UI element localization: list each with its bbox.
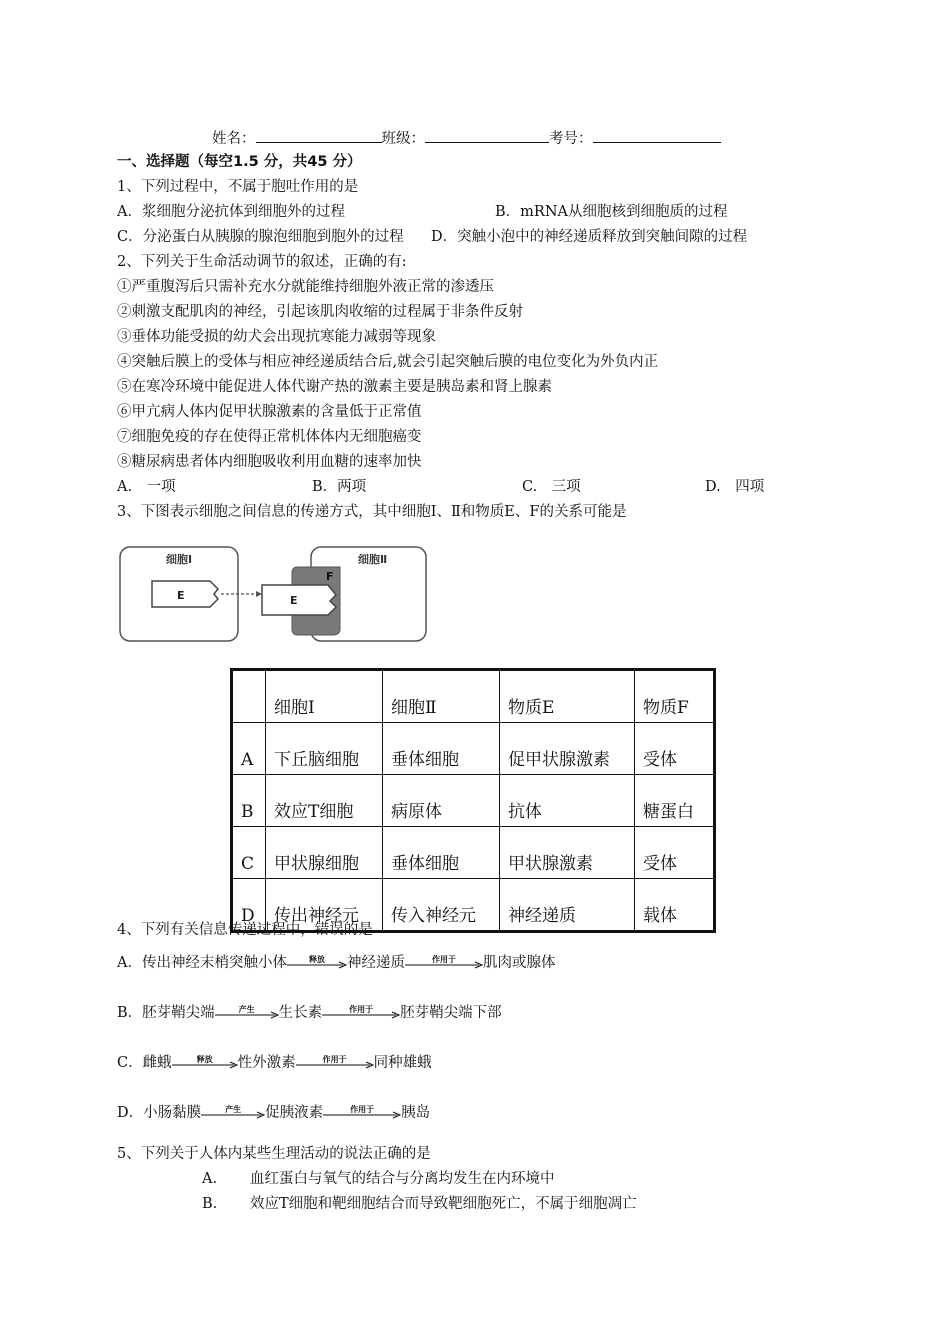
table-cell: B xyxy=(232,775,266,827)
table-cell: 载体 xyxy=(635,879,715,932)
table-header: 细胞Ⅰ xyxy=(266,670,383,723)
table-cell: 受体 xyxy=(635,723,715,775)
cell1-label: 细胞Ⅰ xyxy=(166,553,193,566)
flow-source: 传出神经末梢突触小体 xyxy=(141,955,287,971)
substance-e-source xyxy=(152,581,218,607)
name-blank[interactable] xyxy=(256,128,382,143)
arrow-icon: 作用于 xyxy=(322,1003,400,1023)
q2-item-2: ②刺激支配肌肉的神经，引起该肌肉收缩的过程属于非条件反射 xyxy=(117,304,523,320)
q2-item-8: ⑧糖尿病患者体内细胞吸收利用血糖的速率加快 xyxy=(117,454,422,470)
table-cell: 下丘脑细胞 xyxy=(266,723,383,775)
q4-option-b xyxy=(117,1003,502,1023)
flow-target: 肌肉或腺体 xyxy=(482,955,556,971)
q4-stem: 4、下列有关信息传递过程中，错误的是 xyxy=(117,922,373,938)
substance-e-bound xyxy=(262,585,336,615)
e-label-1: E xyxy=(177,589,185,602)
table-cell: 促甲状腺激素 xyxy=(500,723,635,775)
flow-middle: 性外激素 xyxy=(237,1055,296,1071)
e-label-2: E xyxy=(290,594,298,607)
q3-options-table xyxy=(230,668,716,933)
q2-option-a: A. 一项 xyxy=(117,479,176,495)
table-cell: 抗体 xyxy=(500,775,635,827)
flow-source: 小肠黏膜 xyxy=(143,1105,202,1121)
table-cell: D xyxy=(232,879,266,932)
table-cell: 传出神经元 xyxy=(266,879,383,932)
table-cell xyxy=(232,670,266,723)
q1-option-d: D．突触小泡中的神经递质释放到突触间隙的过程 xyxy=(431,229,748,245)
q2-item-1: ①严重腹泻后只需补充水分就能维持细胞外液正常的渗透压 xyxy=(117,279,494,295)
class-blank[interactable] xyxy=(425,128,549,143)
q3-stem: 3、下图表示细胞之间信息的传递方式，其中细胞Ⅰ、Ⅱ和物质E、F的关系可能是 xyxy=(117,504,627,520)
q5-stem: 5、下列关于人体内某些生理活动的说法正确的是 xyxy=(117,1146,431,1162)
number-blank[interactable] xyxy=(593,128,721,143)
f-label: F xyxy=(326,570,334,583)
q2-item-3: ③垂体功能受损的幼犬会出现抗寒能力减弱等现象 xyxy=(117,329,436,345)
arrow-icon: 释放 xyxy=(287,953,347,973)
q5-option-a-letter: A. xyxy=(202,1171,218,1187)
q4-option-c xyxy=(117,1053,432,1073)
flow-source: 胚芽鞘尖端 xyxy=(142,1005,215,1021)
q2-item-4: ④突触后膜上的受体与相应神经递质结合后,就会引起突触后膜的电位变化为外负内正 xyxy=(117,354,659,370)
flow-middle: 促胰液素 xyxy=(265,1105,324,1121)
q5-option-a: 血红蛋白与氧气的结合与分离均发生在内环境中 xyxy=(250,1171,555,1187)
number-label: 考号： xyxy=(549,131,593,147)
cell2-label: 细胞Ⅱ xyxy=(358,553,388,566)
option-letter: B． xyxy=(117,1005,143,1021)
table-row xyxy=(232,723,715,775)
q1-option-c: C．分泌蛋白从胰腺的腺泡细胞到胞外的过程 xyxy=(117,229,404,245)
table-header: 细胞Ⅱ xyxy=(383,670,500,723)
table-cell: 糖蛋白 xyxy=(635,775,715,827)
q5-option-b-letter: B. xyxy=(202,1196,218,1212)
flow-source: 雌蛾 xyxy=(142,1055,172,1071)
q1-stem: 1、下列过程中，不属于胞吐作用的是 xyxy=(117,179,359,195)
q5-option-b: 效应T细胞和靶细胞结合而导致靶细胞死亡，不属于细胞凋亡 xyxy=(250,1196,637,1212)
table-header: 物质F xyxy=(635,670,715,723)
table-cell: 病原体 xyxy=(383,775,500,827)
flow-middle: 神经递质 xyxy=(346,955,405,971)
arrow-icon: 释放 xyxy=(172,1053,238,1073)
q2-option-c: C. 三项 xyxy=(522,479,581,495)
table-cell: 垂体细胞 xyxy=(383,827,500,879)
table-cell: 受体 xyxy=(635,827,715,879)
arrow-icon: 作用于 xyxy=(405,953,483,973)
table-header-row xyxy=(232,670,715,723)
q2-option-d: D. 四项 xyxy=(705,479,765,495)
flow-target: 胰岛 xyxy=(401,1105,431,1121)
q2-stem: 2、下列关于生命活动调节的叙述，正确的有: xyxy=(117,254,407,270)
name-label: 姓名： xyxy=(212,131,256,147)
table-cell: 甲状腺激素 xyxy=(500,827,635,879)
table-cell: 甲状腺细胞 xyxy=(266,827,383,879)
student-info-header xyxy=(212,128,721,149)
table-cell: 神经递质 xyxy=(500,879,635,932)
table-cell: A xyxy=(232,723,266,775)
table-cell: 效应T细胞 xyxy=(266,775,383,827)
q4-option-a xyxy=(117,953,555,973)
table-cell: 垂体细胞 xyxy=(383,723,500,775)
option-letter: C． xyxy=(117,1055,143,1071)
q1-option-b: B．mRNA从细胞核到细胞质的过程 xyxy=(495,204,728,220)
q2-item-6: ⑥甲亢病人体内促甲状腺激素的含量低于正常值 xyxy=(117,404,422,420)
table-row xyxy=(232,775,715,827)
q4-option-d xyxy=(117,1103,430,1123)
q2-item-5: ⑤在寒冷环境中能促进人体代谢产热的激素主要是胰岛素和肾上腺素 xyxy=(117,379,552,395)
table-cell: C xyxy=(232,827,266,879)
flow-middle: 生长素 xyxy=(278,1005,323,1021)
option-letter: A． xyxy=(117,955,142,971)
flow-target: 同种雄蛾 xyxy=(373,1055,432,1071)
q1-option-a: A．浆细胞分泌抗体到细胞外的过程 xyxy=(117,204,345,220)
class-label: 班级： xyxy=(381,131,425,147)
cell-signaling-diagram xyxy=(118,545,428,643)
table-cell: 传入神经元 xyxy=(383,879,500,932)
arrow-icon: 作用于 xyxy=(296,1053,374,1073)
option-letter: D． xyxy=(117,1105,144,1121)
arrow-icon: 产生 xyxy=(215,1003,279,1023)
flow-target: 胚芽鞘尖端下部 xyxy=(400,1005,502,1021)
table-row xyxy=(232,827,715,879)
arrow-icon: 作用于 xyxy=(323,1103,401,1123)
q2-option-b: B．两项 xyxy=(312,479,367,495)
arrow-icon: 产生 xyxy=(201,1103,265,1123)
q2-item-7: ⑦细胞免疫的存在使得正常机体体内无细胞癌变 xyxy=(117,429,422,445)
section-title: 一、选择题（每空1.5 分，共45 分） xyxy=(117,154,362,170)
table-header: 物质E xyxy=(500,670,635,723)
